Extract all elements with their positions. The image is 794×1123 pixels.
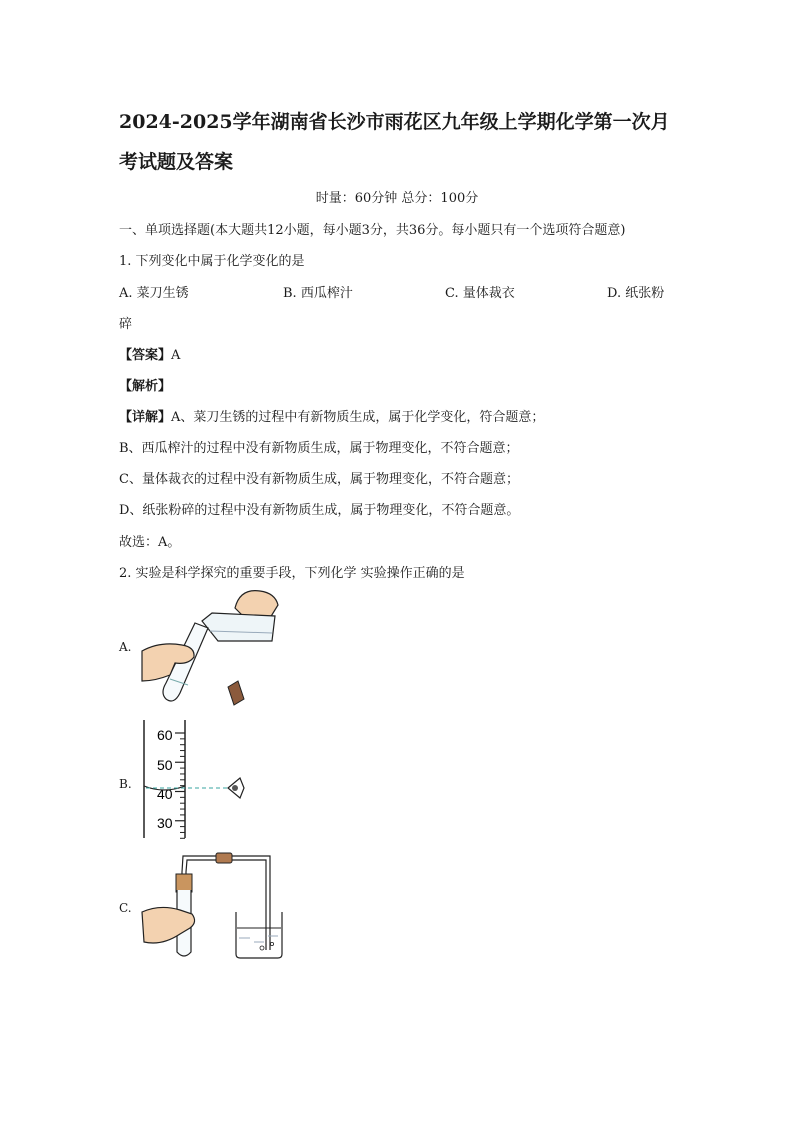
pouring-liquid-figure: [140, 583, 285, 713]
tick-60: 60: [157, 727, 173, 743]
q2-option-c-label: C.: [119, 901, 132, 915]
detail-text-a: A、菜刀生锈的过程中有新物质生成，属于化学变化，符合题意；: [171, 410, 545, 425]
detail-label: 【详解】: [119, 410, 172, 425]
detail-line-4: D、纸张粉碎的过程中没有新物质生成，属于物理变化，不符合题意。: [119, 503, 520, 518]
analysis-label: 【解析】: [119, 379, 172, 394]
q1-stem: 1. 下列变化中属于化学变化的是: [119, 254, 305, 269]
q1-option-d: D. 纸张粉: [607, 286, 665, 301]
q1-option-c: C. 量体裁衣: [445, 286, 515, 301]
detail-line-3: C、量体裁衣的过程中没有新物质生成，属于物理变化，不符合题意；: [119, 472, 519, 487]
tick-40: 40: [157, 786, 173, 802]
q1-option-a: A. 菜刀生锈: [119, 286, 189, 301]
answer-value: A: [171, 348, 181, 363]
tick-30: 30: [157, 815, 173, 831]
detail-line-1: [119, 406, 544, 425]
airtightness-check-figure: [140, 850, 290, 962]
eye-icon: [228, 778, 244, 798]
q1-option-d-wrap: 碎: [119, 317, 133, 332]
q1-option-b: B. 西瓜榨汁: [283, 286, 353, 301]
section-heading: 一、单项选择题(本大题共12小题，每小题3分，共36分。每小题只有一个选项符合题意): [119, 223, 626, 238]
q2-option-b-label: B.: [119, 777, 132, 791]
graduated-cylinder-figure: [140, 718, 250, 843]
detail-line-2: B、西瓜榨汁的过程中没有新物质生成，属于物理变化，不符合题意；: [119, 441, 519, 456]
q2-stem: 2. 实验是科学探究的重要手段，下列化学 实验操作正确的是: [119, 566, 465, 581]
exam-time-score: 时量：60分钟 总分：100分: [315, 191, 479, 206]
tick-50: 50: [157, 757, 173, 773]
q2-option-a-label: A.: [119, 640, 132, 654]
answer-label: 【答案】: [119, 348, 172, 363]
page-title: 2024-2025学年湖南省长沙市雨花区九年级上学期化学第一次月考试题及答案: [119, 111, 670, 173]
q1-answer: [119, 344, 180, 363]
q1-conclusion: 故选：A。: [119, 535, 181, 550]
